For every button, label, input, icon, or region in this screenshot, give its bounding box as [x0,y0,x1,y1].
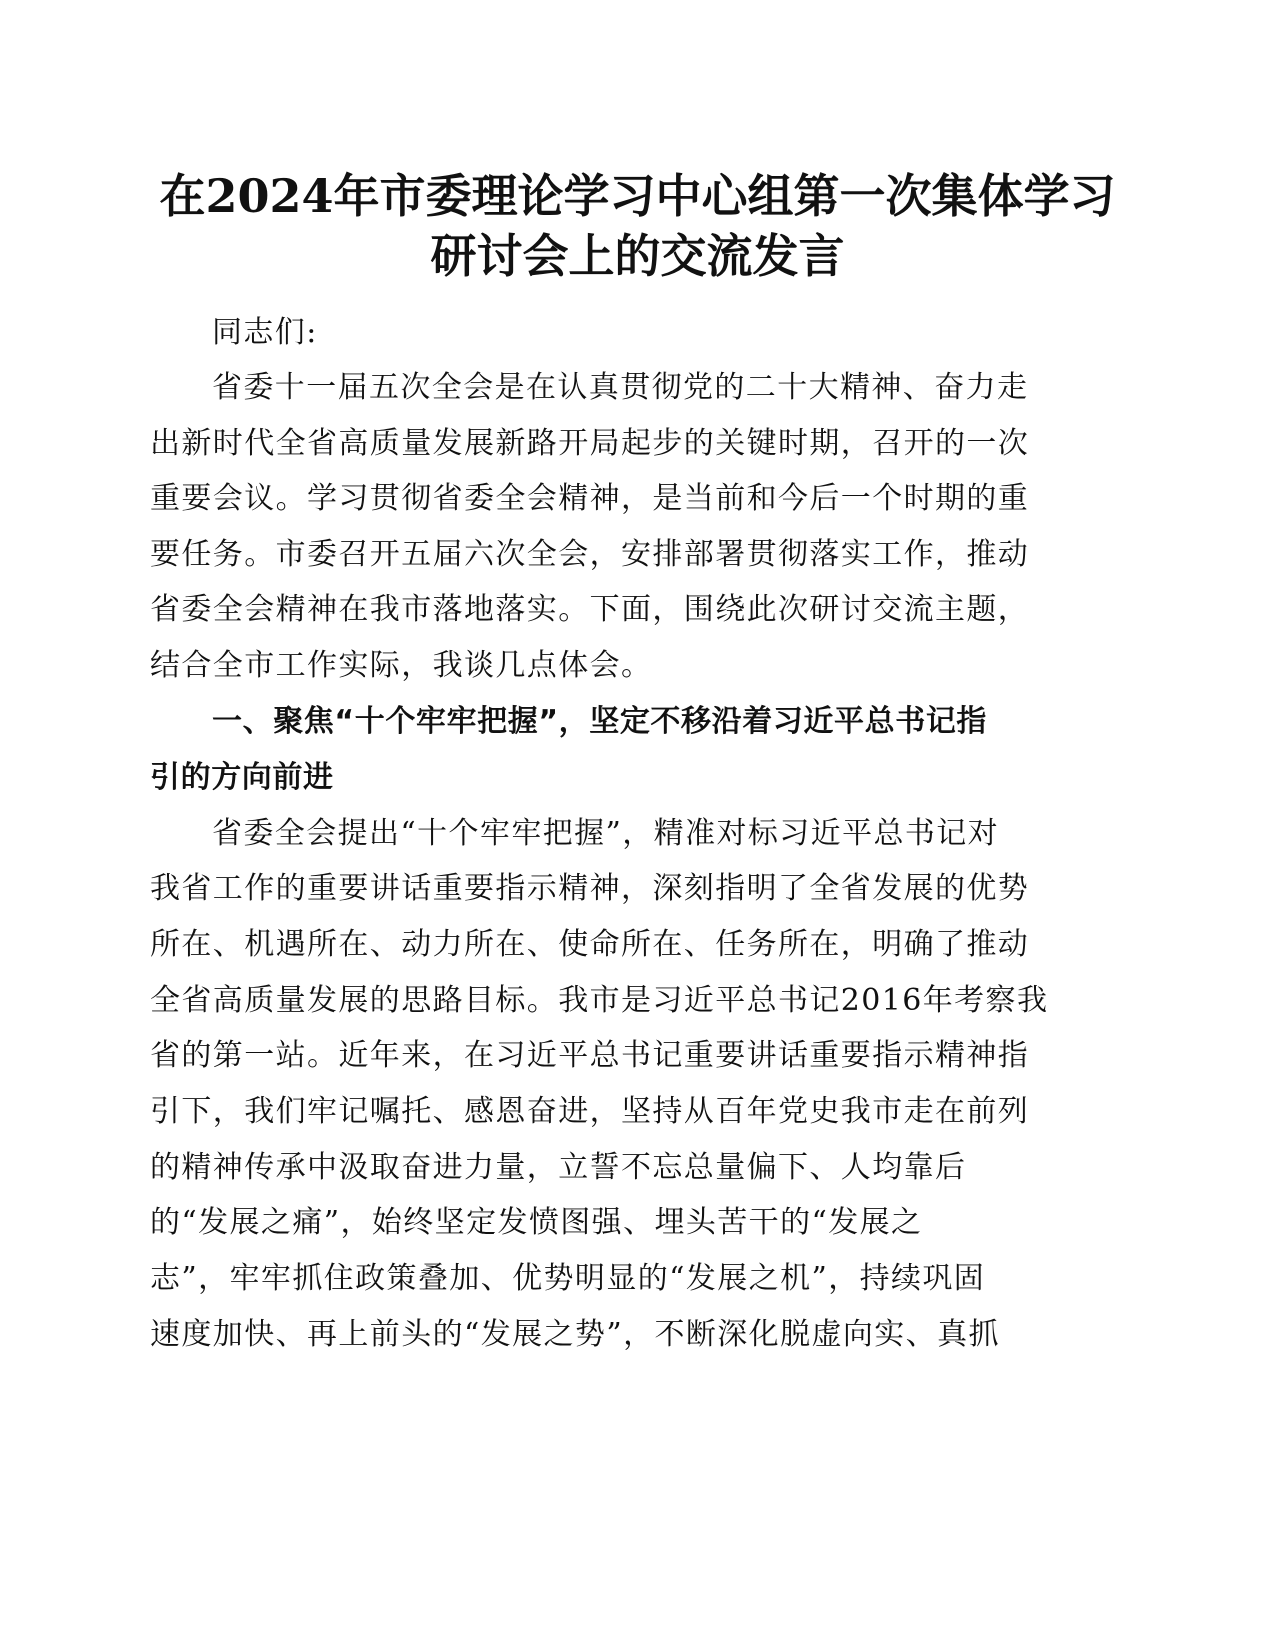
document-title-line-1: 在2024年市委理论学习中心组第一次集体学习 [159,169,1116,223]
paragraph-2-line: 的精神传承中汲取奋进力量，立誓不忘总量偏下、人均靠后 [150,1150,967,1185]
paragraph-1-line: 省委十一届五次全会是在认真贯彻党的二十大精神、奋力走 [212,370,1029,405]
document-title-line-2: 研讨会上的交流发言 [430,229,845,283]
paragraph-2-line: 志”，牢牢抓住政策叠加、优势明显的“发展之机”，持续巩固 [150,1261,986,1296]
paragraph-1-line: 结合全市工作实际，我谈几点体会。 [150,648,653,683]
section-1-heading-line: 一、聚焦“十个牢牢把握”，坚定不移沿着习近平总书记指 [212,704,988,739]
section-1-heading-line: 引的方向前进 [150,760,334,795]
paragraph-2-line: 省委全会提出“十个牢牢把握”，精准对标习近平总书记对 [212,816,1000,851]
paragraph-2-line: 省的第一站。近年来，在习近平总书记重要讲话重要指示精神指 [150,1038,1030,1073]
paragraph-2-line: 引下，我们牢记嘱托、感恩奋进，坚持从百年党史我市走在前列 [150,1094,1030,1129]
paragraph-1-line: 省委全会精神在我市落地落实。下面，围绕此次研讨交流主题， [150,592,1030,627]
paragraph-2-line: 速度加快、再上前头的“发展之势”，不断深化脱虚向实、真抓 [150,1317,1000,1352]
salutation: 同志们: [212,315,318,350]
paragraph-1-line: 重要会议。学习贯彻省委全会精神，是当前和今后一个时期的重 [150,481,1030,516]
paragraph-2-line: 所在、机遇所在、动力所在、使命所在、任务所在，明确了推动 [150,927,1030,962]
paragraph-2-line: 我省工作的重要讲话重要指示精神，深刻指明了全省发展的优势 [150,871,1030,906]
paragraph-1-line: 出新时代全省高质量发展新路开局起步的关键时期，召开的一次 [150,426,1030,461]
paragraph-2-line: 的“发展之痛”，始终坚定发愤图强、埋头苦干的“发展之 [150,1205,923,1240]
paragraph-1-line: 要任务。市委召开五届六次全会，安排部署贯彻落实工作，推动 [150,537,1030,572]
paragraph-2-line: 全省高质量发展的思路目标。我市是习近平总书记2016年考察我 [150,983,1049,1018]
